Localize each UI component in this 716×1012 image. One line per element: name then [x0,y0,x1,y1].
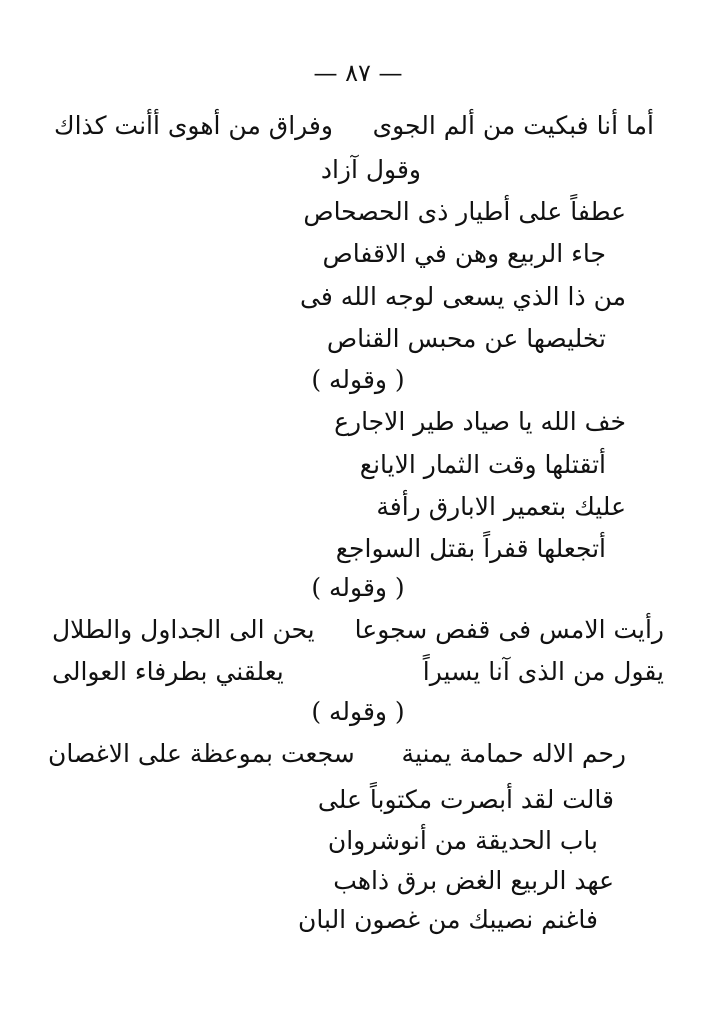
verse-line-13-right: رحم الاله حمامة يمنية [401,739,626,768]
page-number: — ٨٧ — [313,59,403,87]
verse-line-12 [52,654,664,690]
verse-line-13-left: سجعت بموعظة على الاغصان [48,739,355,768]
verse-line-16: عهد الربيع الغض برق ذاهب [333,866,614,895]
verse-line-12-left: يعلقني بطرفاء العوالى [52,657,284,686]
verse-line-5: من ذا الذي يسعى لوجه الله فى [299,282,626,311]
verse-line-10: أتجعلها قفراً بقتل السواجع [335,534,606,563]
verse-line-3: عطفاً على أطيار ذى الحصحاص [303,197,626,226]
verse-line-2: وقول آزاد [320,155,421,184]
verse-line-7: خف الله يا صياد طير الاجارع [334,407,626,436]
verse-line-15: باب الحديقة من أنوشروان [327,826,598,855]
verse-line-14: قالت لقد أبصرت مكتوباً على [317,785,614,814]
verse-line-13 [48,736,626,772]
section-heading-1: ( وقوله ) [311,365,405,394]
verse-line-4: جاء الربيع وهن في الاقفاص [322,239,606,268]
verse-line-11 [52,612,664,648]
verse-line-1-left: وفراق من أهوى أأنت كذاك [54,111,333,140]
verse-line-1 [54,108,654,144]
verse-line-17: فاغنم نصيبك من غصون البان [298,905,598,934]
verse-line-6: تخليصها عن محبس القناص [326,324,606,353]
section-heading-3: ( وقوله ) [311,697,405,726]
verse-line-11-right: رأيت الامس فى قفص سجوعا [354,615,664,644]
verse-line-1-right: أما أنا فبكيت من ألم الجوى [372,111,654,140]
verse-line-11-left: يحن الى الجداول والطلال [52,615,315,644]
verse-line-9: عليك بتعمير الابارق رأفة [376,492,626,521]
section-heading-2: ( وقوله ) [311,573,405,602]
verse-line-12-right: يقول من الذى آنا يسيراً [422,657,664,686]
verse-line-8: أتقتلها وقت الثمار الايانع [359,450,606,479]
